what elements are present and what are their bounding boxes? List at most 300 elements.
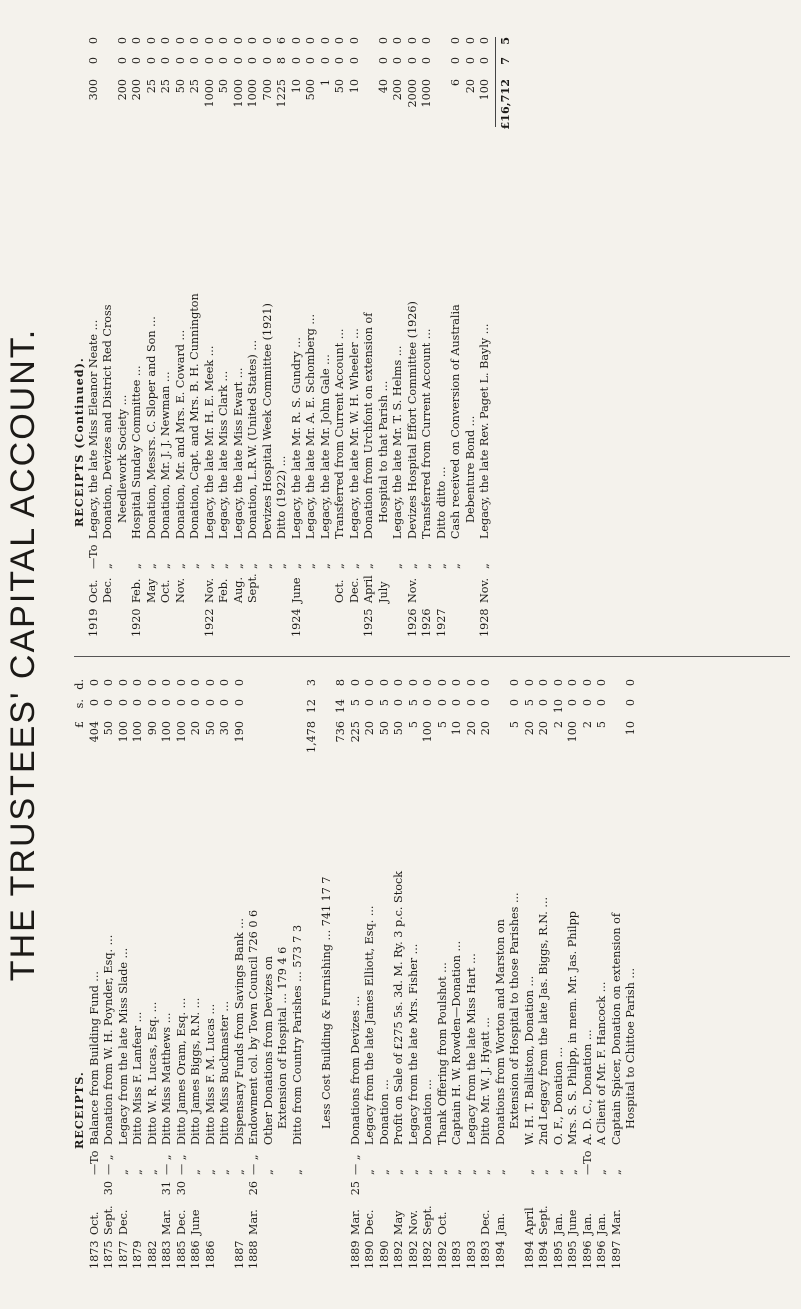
entry-amount xyxy=(131,679,146,765)
entry-shillings: 0 xyxy=(363,699,376,707)
entry-pence: 0 xyxy=(116,679,130,687)
entry-amount xyxy=(624,679,639,765)
entry-amount xyxy=(275,37,290,123)
entry-year: 1926 xyxy=(420,608,433,637)
entry-prefix: —To xyxy=(86,544,100,569)
entry-amount xyxy=(88,679,103,765)
entry-amount xyxy=(304,37,319,123)
entry-amount xyxy=(391,37,406,123)
entry-amount xyxy=(146,679,161,765)
entry-description: 2nd Legacy from the late Jas. Biggs, R.N. ... xyxy=(537,896,550,1145)
right-ledger-row xyxy=(203,37,218,637)
entry-pounds: 1000 xyxy=(246,79,259,108)
entry-description: Legacy, the late Miss Ewart ... xyxy=(231,367,245,539)
entry-pounds: 5 xyxy=(595,721,608,729)
entry-shillings: 0 xyxy=(624,699,637,707)
entry-pence: 0 xyxy=(159,37,172,45)
entry-shillings: 0 xyxy=(203,699,217,707)
entry-pence: 0 xyxy=(478,37,491,45)
entry-amount xyxy=(392,679,407,765)
entry-description: Thank Offering from Poulshot ... xyxy=(435,962,449,1145)
entry-pounds: 500 xyxy=(304,79,317,101)
entry-pounds: 1225 xyxy=(275,79,288,108)
entry-pence: 0 xyxy=(246,37,259,45)
entry-pounds: 20 xyxy=(479,721,492,736)
left-ledger-row xyxy=(392,679,407,1269)
entry-year: 1888 xyxy=(247,1240,260,1269)
entry-description: Legacy, the late Mr. John Gale ... xyxy=(318,354,332,539)
entry-description: Ditto ditto ... xyxy=(434,466,448,539)
left-ledger-row xyxy=(363,679,378,1269)
entry-pence: 0 xyxy=(232,679,246,687)
entry-description: Balance from Building Fund ... xyxy=(87,971,101,1145)
entry-prefix: „ xyxy=(363,1169,376,1175)
entry-shillings: 5 xyxy=(406,699,420,707)
entry-pence: 0 xyxy=(522,679,536,687)
entry-pence: 0 xyxy=(435,679,449,687)
entry-prefix: „ xyxy=(173,563,187,569)
entry-month: June xyxy=(289,577,303,603)
entry-shillings: 0 xyxy=(189,699,202,707)
entry-month: Dec. xyxy=(116,1209,130,1235)
entry-amount xyxy=(145,37,160,123)
entry-description: Devizes Hospital Effort Committee (1926) xyxy=(405,301,419,539)
entry-pounds: 25 xyxy=(159,79,172,94)
entry-shillings: 0 xyxy=(595,699,608,707)
entry-shillings: 0 xyxy=(289,57,303,65)
entry-prefix: „ xyxy=(130,563,143,569)
entry-amount xyxy=(217,37,232,123)
entry-description: Transferred from Current Account ... xyxy=(420,328,433,539)
entry-year: 1894 xyxy=(537,1240,550,1269)
entry-pounds: 10 xyxy=(450,721,463,736)
entry-pence: 0 xyxy=(102,679,115,687)
entry-prefix: „ xyxy=(406,1169,420,1175)
right-ledger-row xyxy=(101,37,116,637)
entry-shillings: 0 xyxy=(116,699,130,707)
entry-prefix: —To xyxy=(580,1150,594,1175)
entry-shillings: 0 xyxy=(318,57,332,65)
entry-amount xyxy=(537,679,552,765)
left-ledger-row xyxy=(88,679,103,1269)
entry-month: Aug. xyxy=(231,576,245,603)
entry-amount xyxy=(465,679,480,765)
total-row xyxy=(498,37,513,637)
entry-shillings: 0 xyxy=(144,57,158,65)
entry-pence: 0 xyxy=(260,37,274,45)
entry-prefix: „ xyxy=(116,1169,130,1175)
entry-month: Oct. xyxy=(159,579,172,603)
entry-description: Ditto W. R. Lucas, Esq. ... xyxy=(145,1001,159,1145)
entry-description: Legacy, the late Miss Eleanor Neate ... xyxy=(86,319,100,539)
entry-shillings: 0 xyxy=(218,699,231,707)
entry-amount xyxy=(478,37,493,123)
left-ledger-row xyxy=(175,679,190,1269)
entry-amount xyxy=(102,679,117,765)
entry-pence: 0 xyxy=(189,679,202,687)
entry-month: Feb. xyxy=(217,578,230,603)
entry-description: Less Cost Building & Furnishing ... 741 17 7 xyxy=(319,876,333,1129)
entry-prefix: „ xyxy=(609,1169,623,1175)
entry-pounds: 25 xyxy=(188,79,201,94)
entry-pounds: 100 xyxy=(566,721,579,743)
entry-month: Feb. xyxy=(130,578,143,603)
entry-description: Other Donations from Devizes on xyxy=(261,956,275,1145)
entry-pounds: 2 xyxy=(551,721,565,729)
entry-pounds: 225 xyxy=(348,721,362,743)
entry-prefix: „ xyxy=(449,563,462,569)
entry-month: Jan. xyxy=(595,1213,608,1235)
entry-amount xyxy=(449,37,464,123)
entry-prefix: „ xyxy=(450,1169,463,1175)
entry-description: Extension of Hospital ... 179 4 6 xyxy=(276,946,289,1129)
entry-pounds: 100 xyxy=(116,721,130,743)
entry-shillings: 0 xyxy=(159,57,172,65)
entry-prefix: „ xyxy=(289,563,303,569)
entry-pounds: 50 xyxy=(392,721,405,736)
entry-description: O. F., Donation ... xyxy=(551,1046,565,1145)
left-ledger-row xyxy=(407,679,422,1269)
entry-prefix: „ xyxy=(464,1169,478,1175)
entry-year: 1897 xyxy=(609,1240,623,1269)
entry-month: Nov. xyxy=(202,577,216,603)
entry-shillings: 5 xyxy=(348,699,362,707)
right-ledger-row xyxy=(87,37,102,637)
entry-prefix: „ xyxy=(246,563,259,569)
entry-pence: 0 xyxy=(391,37,404,45)
entry-pence: 0 xyxy=(333,37,346,45)
left-receipts-column xyxy=(72,679,792,1269)
total-rule xyxy=(495,37,496,127)
entry-description: Ditto (1922) ... xyxy=(275,455,288,539)
left-ledger-row xyxy=(189,679,204,1269)
left-ledger-row xyxy=(523,679,538,1269)
entry-prefix: „ xyxy=(101,563,114,569)
entry-description: Hospital to Chittoe Parish ... xyxy=(624,967,637,1129)
entry-amount xyxy=(349,679,364,765)
entry-prefix: „ xyxy=(595,1169,608,1175)
right-ledger-row xyxy=(159,37,174,637)
entry-pence: 0 xyxy=(144,37,158,45)
entry-prefix: „ xyxy=(493,1169,507,1175)
entry-shillings: 0 xyxy=(160,699,173,707)
entry-month: Nov. xyxy=(478,577,491,603)
entry-day: 25 xyxy=(348,1181,362,1196)
left-ledger-row xyxy=(334,679,349,1269)
entry-pence: 0 xyxy=(551,679,565,687)
entry-month: Nov. xyxy=(173,577,187,603)
right-ledger-row xyxy=(130,37,145,637)
left-ledger-row xyxy=(204,679,219,1269)
entry-pence: 0 xyxy=(87,679,101,687)
right-ledger-row xyxy=(116,37,131,637)
entry-shillings: 0 xyxy=(174,699,188,707)
entry-prefix: — „ xyxy=(174,1154,188,1175)
entry-year: 1877 xyxy=(116,1240,130,1269)
entry-year: 1895 xyxy=(551,1240,565,1269)
entry-month: Sept. xyxy=(421,1205,434,1235)
entry-amount xyxy=(508,679,523,765)
entry-description: Ditto Mr. W. J. Hyatt ... xyxy=(479,1017,492,1145)
left-ledger-row xyxy=(146,679,161,1269)
left-ledger-row xyxy=(262,679,277,1269)
entry-pounds: 30 xyxy=(218,721,231,736)
entry-month: June xyxy=(189,1209,202,1235)
entry-prefix: „ xyxy=(434,563,448,569)
entry-month: Mar. xyxy=(348,1209,362,1235)
entry-amount xyxy=(203,37,218,123)
entry-pence: 0 xyxy=(115,37,129,45)
right-ledger-row xyxy=(261,37,276,637)
entry-description: Endowment col. by Town Council 726 0 6 xyxy=(247,909,260,1145)
entry-description: Donation, L.R.W. (United States) ... xyxy=(246,339,259,539)
left-ledger-row xyxy=(117,679,132,1269)
entry-year: 1896 xyxy=(580,1240,594,1269)
entry-amount xyxy=(523,679,538,765)
entry-amount xyxy=(204,679,219,765)
entry-pounds: 20 xyxy=(363,721,376,736)
entry-shillings: 0 xyxy=(435,699,449,707)
right-ledger-row xyxy=(174,37,189,637)
entry-pounds: 6 xyxy=(449,79,462,87)
entry-shillings: 0 xyxy=(115,57,129,65)
entry-description: Ditto Miss Matthews ... xyxy=(160,1012,173,1145)
entry-month: Mar. xyxy=(609,1209,623,1235)
left-ledger-row xyxy=(610,679,625,1269)
entry-amount xyxy=(174,37,189,123)
entry-prefix: „ xyxy=(392,1169,405,1175)
entry-prefix: „ xyxy=(304,563,317,569)
entry-description: Donations from Worton and Marston on xyxy=(493,919,507,1145)
entry-day: 30 xyxy=(102,1181,115,1196)
entry-amount xyxy=(218,679,233,765)
right-ledger-row xyxy=(145,37,160,637)
entry-year: 1885 xyxy=(174,1240,188,1269)
entry-prefix: — „ xyxy=(247,1154,260,1175)
entry-pounds: 50 xyxy=(377,721,391,736)
total-amount xyxy=(498,37,513,139)
entry-year: 1892 xyxy=(406,1240,420,1269)
entry-description: Captain H. W. Rowden—Donation ... xyxy=(450,940,463,1145)
entry-pence: 0 xyxy=(160,679,173,687)
entry-description: Devizes Hospital Week Committee (1921) xyxy=(260,303,274,539)
entry-shillings: 10 xyxy=(551,699,565,714)
entry-amount xyxy=(348,37,363,123)
entry-prefix: „ xyxy=(420,563,433,569)
entry-amount xyxy=(333,37,348,123)
entry-prefix: „ xyxy=(566,1169,579,1175)
entry-shillings: 5 xyxy=(377,699,391,707)
entry-month: Mar. xyxy=(160,1209,173,1235)
entry-prefix: „ xyxy=(231,563,245,569)
entry-pence: 0 xyxy=(218,679,231,687)
entry-prefix: „ xyxy=(435,1169,449,1175)
entry-shillings: 0 xyxy=(260,57,274,65)
entry-pence: 0 xyxy=(289,37,303,45)
entry-amount xyxy=(377,37,392,123)
entry-shillings: 0 xyxy=(333,57,346,65)
entry-shillings: 0 xyxy=(246,57,259,65)
entry-year: 1892 xyxy=(392,1240,405,1269)
entry-pounds: 100 xyxy=(421,721,434,743)
entry-amount xyxy=(436,679,451,765)
entry-shillings: 5 xyxy=(522,699,536,707)
entry-shillings: 0 xyxy=(449,57,462,65)
entry-description: Ditto Miss Buckmaster ... xyxy=(218,1000,231,1145)
entry-pounds: 736 xyxy=(334,721,347,743)
entry-year: 1922 xyxy=(202,608,216,637)
entry-description: Legacy, the late Mr. R. S. Gundry ... xyxy=(289,337,303,539)
entry-description: Legacy, the late Mr. W. H. Wheeler ... xyxy=(347,328,361,539)
entry-pence: 8 xyxy=(334,679,347,687)
entry-pounds: 200 xyxy=(130,79,143,101)
entry-pounds: 404 xyxy=(87,721,101,743)
entry-shillings: 0 xyxy=(102,699,115,707)
entry-description: Ditto James Biggs, R.N. ... xyxy=(189,997,202,1145)
entry-prefix: „ xyxy=(479,1169,492,1175)
left-ledger-row xyxy=(247,679,262,1269)
entry-prefix: — „ xyxy=(160,1154,173,1175)
entry-month: Jan. xyxy=(580,1213,594,1235)
entry-amount xyxy=(406,37,421,123)
entry-year: 1893 xyxy=(464,1240,478,1269)
entry-pounds: 2 xyxy=(580,721,594,729)
entry-amount xyxy=(407,679,422,765)
entry-description: Legacy from the late Miss Slade ... xyxy=(116,947,130,1145)
right-ledger-row xyxy=(362,37,377,637)
entry-year: 1926 xyxy=(405,608,419,637)
left-ledger-row xyxy=(349,679,364,1269)
left-ledger-row xyxy=(421,679,436,1269)
entry-amount xyxy=(450,679,465,765)
right-ledger-row xyxy=(391,37,406,637)
page-title: THE TRUSTEES' CAPITAL ACCOUNT. xyxy=(4,327,42,982)
entry-shillings: 0 xyxy=(130,57,143,65)
entry-pounds: 1 xyxy=(318,79,332,87)
right-ledger-row xyxy=(333,37,348,637)
entry-amount xyxy=(188,37,203,123)
entry-pence: 0 xyxy=(376,37,390,45)
entry-description: Donation ... xyxy=(421,1079,434,1145)
left-ledger-row xyxy=(566,679,581,1269)
entry-pence: 0 xyxy=(131,679,144,687)
entry-amount xyxy=(175,679,190,765)
entry-pounds: 50 xyxy=(217,79,230,94)
right-ledger-row xyxy=(464,37,479,637)
entry-month: May xyxy=(392,1210,405,1235)
entry-prefix: „ xyxy=(391,563,404,569)
entry-year: 1882 xyxy=(145,1240,159,1269)
entry-pounds: 1000 xyxy=(231,79,245,108)
right-heading: RECEIPTS (Continued). xyxy=(72,357,86,527)
left-ledger-row xyxy=(218,679,233,1269)
entry-description: Transferred from Current Account ... xyxy=(333,328,346,539)
entry-prefix: „ xyxy=(347,563,361,569)
entry-month: Jan. xyxy=(551,1213,565,1235)
right-ledger-row xyxy=(217,37,232,637)
right-ledger-row xyxy=(377,37,392,637)
entry-description: Hospital to that Parish ... xyxy=(376,380,390,523)
entry-year: 1879 xyxy=(131,1240,144,1269)
entry-year: 1896 xyxy=(595,1240,608,1269)
entry-month: April xyxy=(362,575,375,603)
entry-month: Dec. xyxy=(174,1209,188,1235)
entry-amount xyxy=(305,679,320,765)
entry-pounds: 100 xyxy=(131,721,144,743)
entry-shillings: 0 xyxy=(391,57,404,65)
entry-description: Donation, Capt. and Mrs. B. H. Cunnington xyxy=(188,293,201,539)
entry-pence: 0 xyxy=(406,679,420,687)
entry-description: Donation, Mr. and Mrs. E. Coward ... xyxy=(173,329,187,539)
entry-description: Dispensary Funds from Savings Bank ... xyxy=(232,918,246,1145)
entry-year: 1919 xyxy=(86,608,100,637)
right-ledger-row xyxy=(478,37,493,637)
entry-prefix: „ xyxy=(478,563,491,569)
entry-amount xyxy=(159,37,174,123)
entry-pounds: 5 xyxy=(406,721,420,729)
right-ledger-row xyxy=(449,37,464,637)
entry-shillings: 0 xyxy=(464,699,478,707)
entry-pounds: 1,478 xyxy=(305,721,318,754)
entry-pence: 0 xyxy=(392,679,405,687)
entry-prefix: „ xyxy=(145,1169,159,1175)
entry-amount xyxy=(595,679,610,765)
entry-shillings: 0 xyxy=(420,57,433,65)
entry-amount xyxy=(290,37,305,123)
left-ledger-row xyxy=(436,679,451,1269)
entry-pounds: 10 xyxy=(289,79,303,94)
entry-pence: 0 xyxy=(377,679,391,687)
entry-amount xyxy=(116,37,131,123)
entry-shillings: 0 xyxy=(173,57,187,65)
entry-pounds: 50 xyxy=(333,79,346,94)
right-ledger-row xyxy=(304,37,319,637)
entry-description: W. H. T. Balliston, Donation ... xyxy=(522,975,536,1145)
left-ledger-row xyxy=(581,679,596,1269)
entry-year: 1892 xyxy=(435,1240,449,1269)
entry-description: Legacy from the late Mrs. Fisher ... xyxy=(406,943,420,1145)
entry-month: Dec. xyxy=(101,577,114,603)
entry-shillings: 0 xyxy=(450,699,463,707)
left-ledger-row xyxy=(131,679,146,1269)
entry-year: 1892 xyxy=(421,1240,434,1269)
left-ledger-row xyxy=(102,679,117,1269)
entry-prefix: „ xyxy=(188,563,201,569)
entry-month: Oct. xyxy=(435,1211,449,1235)
entry-month: April xyxy=(522,1207,536,1235)
entry-year: 1928 xyxy=(478,608,491,637)
entry-prefix: „ xyxy=(421,1169,434,1175)
entry-pence: 0 xyxy=(145,679,159,687)
entry-shillings: 0 xyxy=(580,699,594,707)
entry-amount xyxy=(233,679,248,765)
entry-year: 1883 xyxy=(160,1240,173,1269)
left-ledger-row xyxy=(233,679,248,1269)
entry-pence: 0 xyxy=(566,679,579,687)
entry-amount xyxy=(581,679,596,765)
entry-shillings: 0 xyxy=(537,699,550,707)
entry-shillings: 0 xyxy=(347,57,361,65)
entry-pence: 0 xyxy=(595,679,608,687)
left-ledger-row xyxy=(276,679,291,1269)
entry-description: Ditto from Country Parishes ... 573 7 3 xyxy=(290,924,304,1145)
entry-description: Legacy from the late James Elliott, Esq. ... xyxy=(363,905,376,1145)
entry-amount xyxy=(378,679,393,765)
entry-description: Ditto Miss F. M. Lucas ... xyxy=(203,1003,217,1145)
left-ledger-row xyxy=(378,679,393,1269)
left-ledger-row xyxy=(552,679,567,1269)
entry-month: Sept. xyxy=(537,1205,550,1235)
